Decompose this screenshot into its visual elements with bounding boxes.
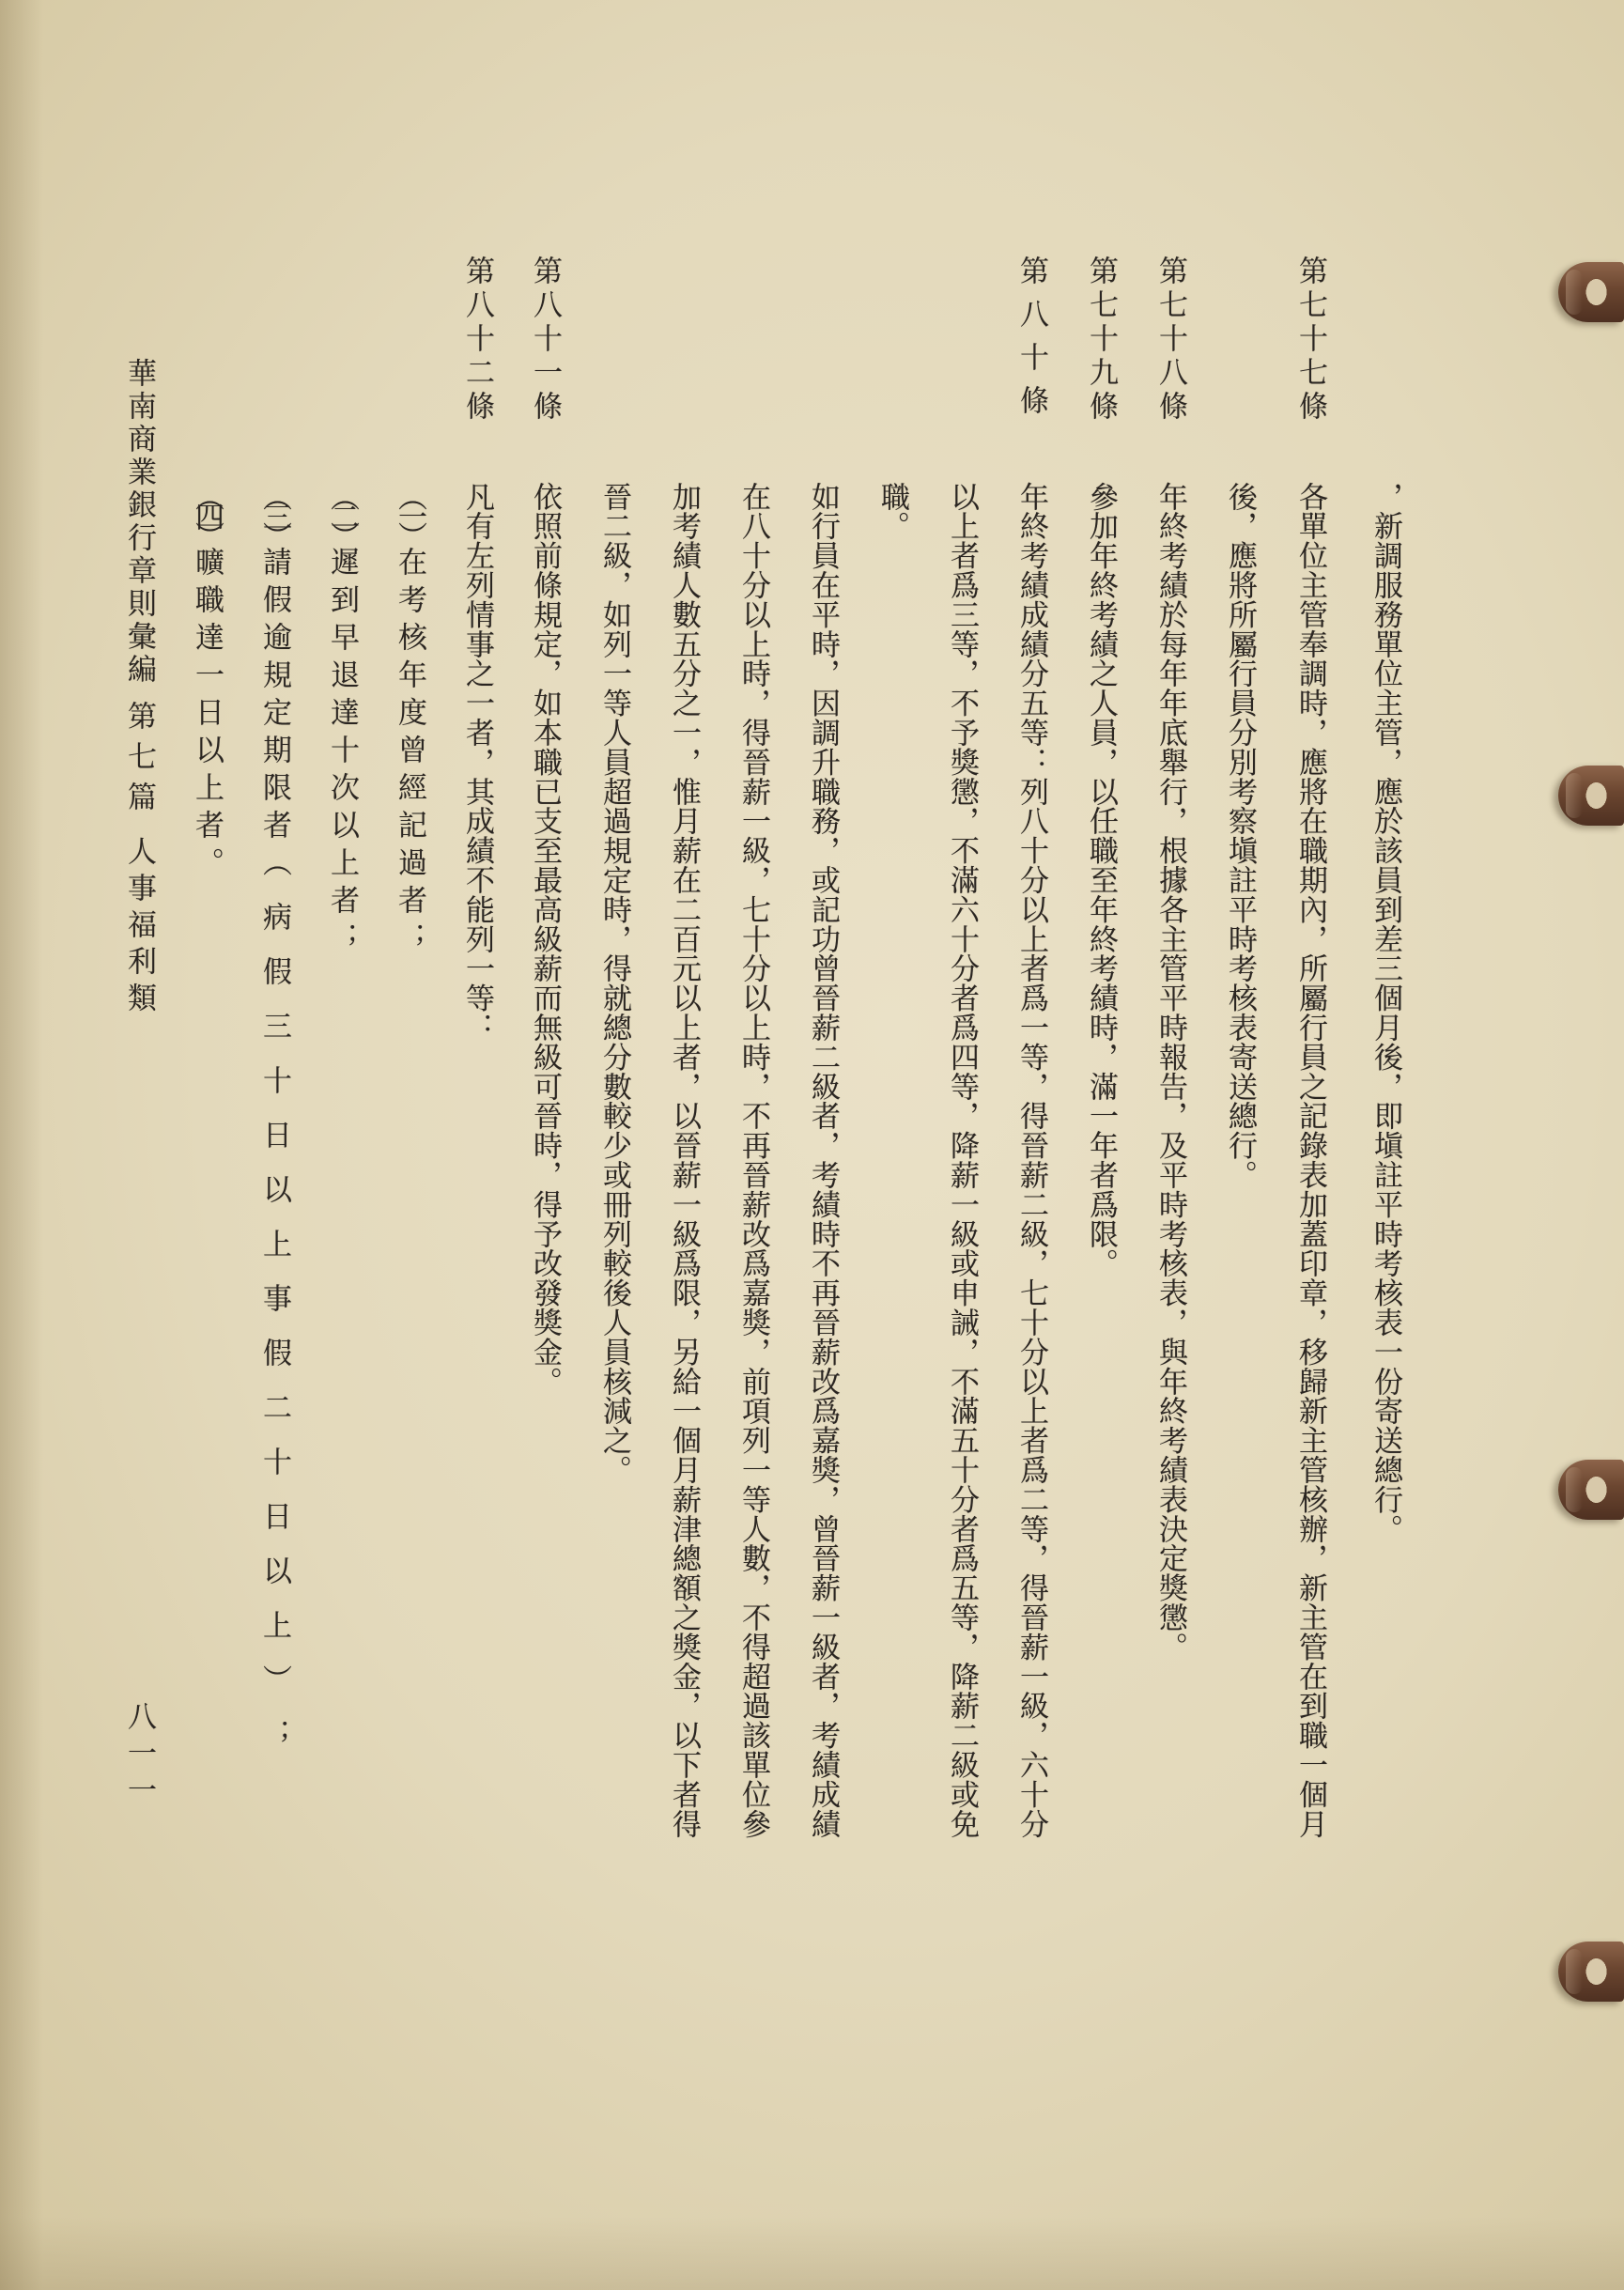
article-77-line-2: 後，應將所屬行員分別考察塡註平時考核表寄送總行。 — [1223, 482, 1257, 1190]
running-header — [118, 358, 160, 1019]
article-80-line-2: 以上者爲三等，不予獎懲，不滿六十分者爲四等，降薪一級或申誡，不滿五十分者爲五等，降薪二級或免 — [945, 482, 979, 1839]
article-number-81: 第八十一條 — [528, 255, 562, 425]
article-80-line-3: 職。 — [875, 482, 909, 541]
article-78-line-1: 年終考績於每年年底舉行，根據各主管平時報告，及平時考核表，與年終考績表決定獎懲。 — [1153, 482, 1187, 1662]
list-item-note: （病假三十日以上事假二十日以上）； — [257, 847, 291, 1773]
article-81-line-1: 依照前條規定，如本職已支至最高級薪而無級可晉時，得予改發獎金。 — [528, 482, 562, 1397]
category-label: 人事福利類 — [122, 836, 156, 1019]
article-80-line-1: 年終考績成績分五等：列八十分以上者爲一等，得晉薪二級，七十分以上者爲二等，得晉薪一級，六十分 — [1014, 482, 1048, 1839]
list-item-1 — [389, 482, 430, 960]
list-item-marker: （一） — [393, 482, 426, 541]
article-82-line-1: 凡有左列情事之一者，其成績不能列一等： — [460, 482, 494, 1043]
article-80-line-5: 在八十分以上時，得晉薪一級，七十分以上時，不再晉薪改爲嘉獎，前項列一等人數，不得超過該單位參 — [736, 482, 770, 1839]
part-label: 第七篇 — [122, 701, 156, 822]
binding-ring — [1558, 1460, 1624, 1520]
article-77-line-1: 各單位主管奉調時，應將在職期內，所屬行員之記錄表加蓋印章，移歸新主管核辦，新主管在到職一個月 — [1293, 482, 1327, 1839]
binding-ring — [1558, 766, 1624, 826]
article-number-77: 第七十七條 — [1293, 255, 1327, 425]
list-item-text: 曠職達一日以上者。 — [190, 547, 224, 885]
list-item-text: 在考核年度曾經記過者； — [393, 547, 426, 960]
list-item-marker: （二） — [325, 482, 359, 541]
list-item-3 — [254, 482, 295, 1773]
article-80-line-4: 如行員在平時，因調升職務，或記功曾晉薪二級者，考績時不再晉薪改爲嘉獎，曾晉薪一級者，考績成績 — [806, 482, 840, 1839]
page-bottom-shadow — [0, 2217, 1624, 2290]
list-item-text: 請假逾規定期限者 — [257, 547, 291, 847]
article-80-line-6: 加考績人數五分之一，惟月薪在二百元以上者，以晉薪一級爲限，另給一個月薪津總額之獎金，以下者得 — [667, 482, 701, 1839]
binding-ring — [1558, 262, 1624, 322]
book-title: 華南商業銀行章則彙編 — [122, 358, 156, 687]
article-number-79: 第七十九條 — [1084, 255, 1118, 425]
article-79-line-1: 參加年終考績之人員，以任職至年終考績時，滿一年者爲限。 — [1084, 482, 1118, 1278]
article-80-line-7: 晉二級，如列一等人員超過規定時，得就總分數較少或冊列較後人員核減之。 — [597, 482, 631, 1485]
list-item-marker: （四） — [190, 482, 224, 541]
binding-ring — [1558, 1942, 1624, 2002]
article-number-80: 第八十條 — [1014, 255, 1048, 428]
list-item-marker: （三） — [257, 482, 291, 541]
page-edge-shadow — [0, 0, 43, 2290]
article-number-78: 第七十八條 — [1153, 255, 1187, 425]
list-item-2 — [321, 482, 363, 960]
article-number-82: 第八十二條 — [460, 255, 494, 425]
page-number: 八一一 — [122, 1701, 156, 1811]
continuation-line: ，新調服務單位主管，應於該員到差三個月後，即塡註平時考核表一份寄送總行。 — [1369, 482, 1402, 1544]
list-item-text: 遲到早退達十次以上者； — [325, 547, 359, 960]
list-item-4 — [186, 482, 227, 885]
